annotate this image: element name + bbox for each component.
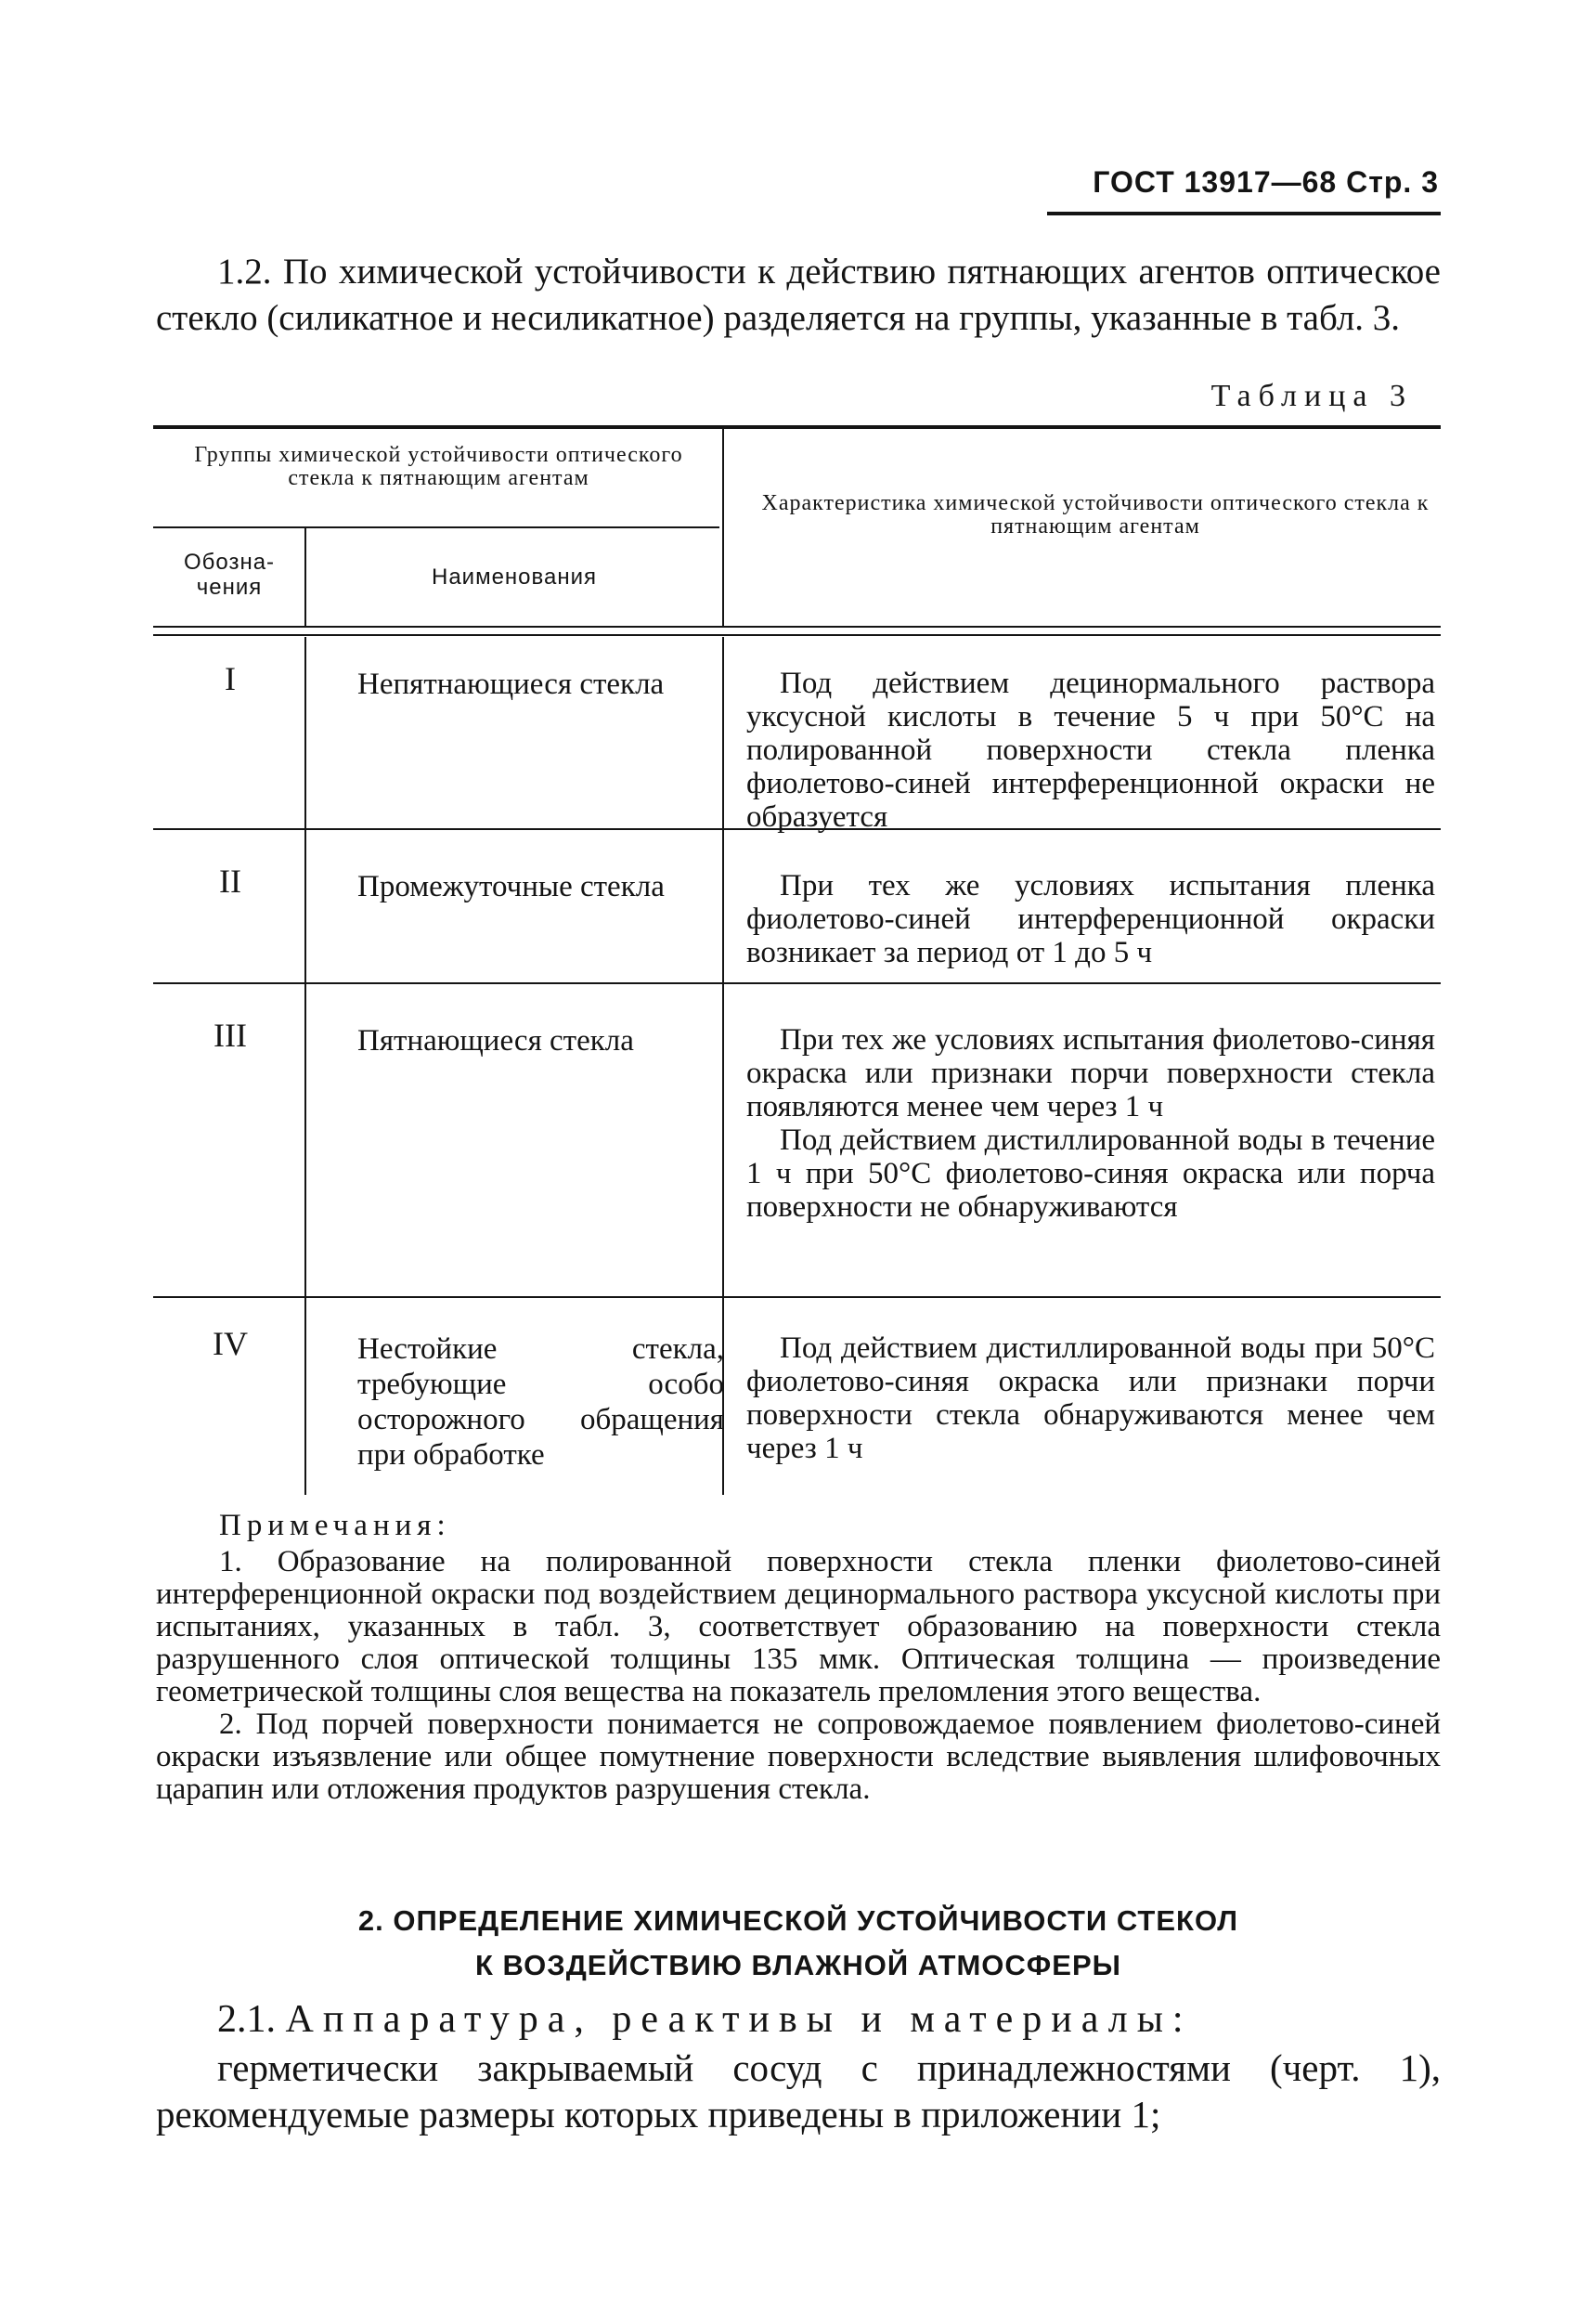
notes [156,1546,1441,1806]
row3-desc-text-2: Под действием дистиллированной воды в течение 1 ч при 50°С фиолетово-синяя окраска или порча поверхности не обнаруживаются [746,1123,1435,1224]
header-vline-main [722,429,724,626]
row3-name: Пятнающиеся стекла [357,1024,634,1058]
intro-paragraph: 1.2. По химической устойчивости к действию пятнающих агентов оптическое стекло (силикатное и несиликатное) разделяется на группы, указанные в табл. 3. [156,252,1441,338]
row2-vline-code [304,830,306,982]
section-heading [156,1899,1441,1988]
row1-code: I [225,660,236,697]
row3-vline-code [304,984,306,1296]
row1-vline-main [722,637,724,828]
row1-vline-code [304,637,306,828]
table-top-rule [153,425,1441,429]
header-bottom-rule [153,626,1441,628]
row4-desc [746,1331,1435,1465]
row1-name: Непятнающиеся стекла [357,668,665,701]
row2-name: Промежуточные стекла [357,870,665,903]
row4-vline-code [304,1298,306,1495]
row2-vline-main [722,830,724,982]
row3-desc-text-1: При тех же условиях испытания фиолетово-синяя окраска или признаки порчи поверхности стекла появляются менее чем через 1 ч [746,1023,1435,1123]
table-caption: Таблица 3 [1210,379,1413,413]
section-heading-line2: К ВОЗДЕЙСТВИЮ ВЛАЖНОЙ АТМОСФЕРЫ [475,1949,1121,1981]
group-header: Группы химической устойчивости оптического стекла к пятнающим агентам [194,443,683,490]
subsection-body: герметически закрываемый сосуд с принадлежностями (черт. 1), рекомендуемые размеры которых приведены в приложении 1; [156,2046,1441,2136]
row2-desc-text: При тех же условиях испытания пленка фиолетово-синей интерференционной окраски возникает за период от 1 до 5 ч [746,869,1435,969]
row1-desc [746,667,1435,834]
col-char-header: Характеристика химической устойчивости оптического стекла к пятнающим агентам [761,491,1430,539]
col-code-header: Обозна-чения [183,550,276,600]
row2-code: II [219,863,241,900]
subsection-title-line [156,1994,1441,2045]
row2-bottom-rule [153,982,1441,984]
note-1: 1. Образование на полированной поверхности стекла пленки фиолетово-синей интерференционной окраски под воздействием децинормального раствора уксусной кислоты при испытаниях, указанных в табл. 3, соответствует образованию на поверхности стекла разрушенного слоя оптической толщины 135 ммк. Оптическая толщина — произведение геометрической толщины слоя вещества на показатель преломления этого вещества. [156,1545,1441,1708]
row1-desc-text: Под действием децинормального раствора уксусной кислоты в течение 5 ч при 50°С на полированной поверхности стекла пленка фиолетово-синей интерференционной окраски не образуется [746,667,1435,834]
row3-desc [746,1023,1435,1224]
row4-code: IV [213,1325,248,1362]
notes-title: Примечания: [219,1509,451,1542]
page-header: ГОСТ 13917—68 Стр. 3 [1093,165,1439,199]
col-name-header: Наименования [431,565,598,590]
row4-desc-text: Под действием дистиллированной воды при 50°С фиолетово-синяя окраска или признаки порчи поверхности стекла обнаруживаются менее чем через 1 ч [746,1331,1435,1465]
header-bottom-rule-2 [153,634,1441,636]
row3-bottom-rule [153,1296,1441,1298]
header-rule [1047,212,1441,215]
note-2: 2. Под порчей поверхности понимается не сопровождаемое появлением фиолетово-синей окраски изъязвление или общее помутнение поверхности вследствие выявления шлифовочных царапин или отложения продуктов разрушения стекла. [156,1707,1441,1806]
row4-name: Нестойкие стекла, требующие особо осторожного обращения при обработке [357,1332,724,1472]
subsection-number: 2.1. [217,1998,276,2041]
section-heading-line1: 2. ОПРЕДЕЛЕНИЕ ХИМИЧЕСКОЙ УСТОЙЧИВОСТИ СТЕКОЛ [357,1904,1239,1937]
subsection-title: Аппаратура, реактивы и материалы: [285,1998,1193,2041]
header-vline-code [304,527,306,626]
header-divider [153,526,719,528]
row3-code: III [214,1017,247,1054]
row2-desc [746,869,1435,969]
